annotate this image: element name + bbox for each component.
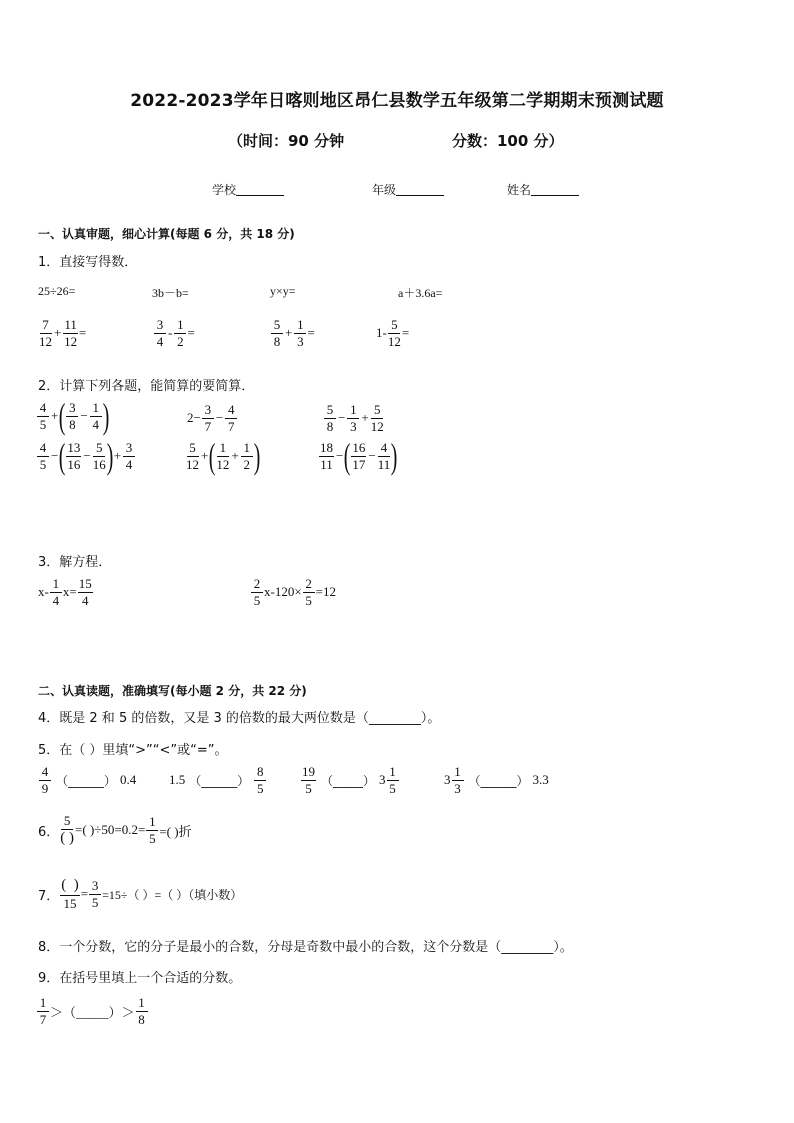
denominator: 12	[64, 333, 78, 349]
q2-expr-3	[323, 403, 385, 433]
name-label: 姓名	[507, 183, 532, 197]
answer-blank[interactable]: （______）	[56, 773, 117, 788]
answer-blank[interactable]: （______）	[468, 773, 529, 788]
exam-score: 分数：100 分）	[452, 132, 564, 150]
q2-label: 2．计算下列各题，能简算的要简算．	[38, 379, 255, 394]
q1-item-3: y×y=	[270, 284, 296, 298]
denominator: 12	[216, 456, 230, 472]
denominator: 8	[138, 1011, 145, 1027]
q6-row	[38, 814, 192, 846]
denominator: 12	[186, 456, 199, 472]
school-field[interactable]	[212, 181, 284, 198]
section2-title: 二、认真读题，准确填写(每小题 2 分，共 22 分)	[38, 684, 307, 698]
q1-label: 1．直接写得数．	[38, 255, 138, 270]
q3-equation-1	[38, 577, 94, 607]
operator: +	[201, 448, 209, 464]
middle: x-120×	[264, 584, 302, 600]
denominator: 5	[91, 894, 99, 910]
q6-middle[interactable]: =( )÷50=0.2=	[75, 822, 146, 838]
denominator: 5	[39, 456, 47, 472]
denominator: 7	[39, 1011, 47, 1027]
denominator: 3	[297, 333, 304, 349]
grade-blank[interactable]	[396, 183, 444, 196]
numerator: 1	[217, 441, 229, 457]
left-paren: (	[59, 436, 66, 476]
q1-item-4: a＋3.6a=	[398, 286, 443, 300]
denominator: 7	[204, 418, 212, 434]
equals: =	[80, 886, 89, 902]
denominator: 17	[352, 456, 366, 472]
operator: +	[231, 448, 239, 464]
numerator: 1	[90, 401, 102, 417]
denominator: 15	[63, 895, 77, 911]
q5-compare-3	[300, 765, 400, 795]
right-paren: )	[390, 436, 398, 476]
numerator: 16	[352, 440, 366, 456]
numerator: 5	[93, 441, 105, 457]
tail: =12	[315, 584, 337, 600]
denominator: 7	[227, 418, 235, 434]
q2-expr-2	[187, 403, 238, 433]
operator: −	[83, 448, 91, 464]
prefix: 1-	[376, 325, 387, 341]
numerator: 4	[37, 441, 49, 457]
numerator: 1	[174, 318, 186, 334]
operator: +	[113, 448, 122, 464]
operator: −	[51, 448, 59, 464]
q3-equation-2	[250, 577, 336, 607]
numerator: 5	[388, 318, 400, 334]
middle: x=	[62, 584, 77, 600]
whole-number: 3	[444, 772, 451, 788]
section1-title: 一、认真审题，细心计算(每题 6 分，共 18 分)	[38, 227, 295, 241]
numerator: 1	[241, 441, 253, 457]
rhs-value: 3.3	[532, 772, 549, 788]
operator: +	[54, 325, 62, 341]
q9-label: 9．在括号里填上一个合适的分数。	[38, 971, 242, 986]
numerator: 1	[37, 996, 49, 1012]
denominator: 4	[156, 333, 164, 349]
q1-item-1: 25÷26=	[38, 284, 76, 298]
denominator: 12	[39, 333, 52, 349]
numerator: 1	[50, 577, 62, 593]
denominator: 3	[454, 780, 461, 796]
name-field[interactable]	[507, 181, 579, 198]
equals: =	[187, 325, 195, 341]
q7-row	[38, 878, 242, 910]
denominator: 4	[125, 456, 133, 472]
q9-row	[36, 996, 149, 1026]
denominator: 5	[305, 780, 312, 796]
numerator: 1	[146, 815, 158, 831]
q9-blank[interactable]: ＞（_____）＞	[50, 1004, 135, 1020]
denominator: 5	[389, 780, 396, 796]
prefix: x-	[38, 584, 49, 600]
denominator: 5	[149, 830, 156, 846]
q2-expr-1	[36, 396, 109, 436]
denominator: 8	[69, 416, 76, 432]
q2-expr-4	[36, 436, 136, 476]
left-paren: (	[209, 436, 216, 476]
denominator: 4	[92, 416, 99, 432]
numerator: 5	[61, 814, 73, 830]
q5-compare-1	[38, 765, 136, 795]
q2-expr-5	[185, 436, 260, 476]
numerator: 3	[66, 401, 78, 417]
numerator: 1	[136, 996, 148, 1012]
denominator: 8	[326, 418, 334, 434]
denominator: 5	[253, 592, 261, 608]
denominator: 16	[67, 456, 81, 472]
numerator: 3	[154, 318, 166, 334]
q1-item-7	[270, 318, 315, 348]
denominator: 11	[320, 456, 333, 472]
rhs-value: 0.4	[120, 772, 137, 788]
numerator: 3	[89, 879, 101, 895]
q5-compare-4	[444, 765, 549, 795]
numerator: 18	[320, 440, 333, 456]
right-paren: )	[102, 396, 109, 436]
school-label: 学校	[212, 183, 237, 197]
denominator: 12	[370, 418, 384, 434]
operator: +	[51, 408, 59, 424]
denominator: 4	[81, 592, 89, 608]
answer-blank[interactable]: ( )	[60, 878, 80, 896]
denominator: 5	[39, 416, 47, 432]
numerator: 5	[371, 403, 383, 419]
q7-label: 7．	[38, 888, 60, 904]
q8-text[interactable]: 8．一个分数，它的分子是最小的合数，分母是奇数中最小的合数，这个分数是（________）。	[38, 940, 573, 955]
numerator: 5	[187, 441, 199, 457]
exam-time: （时间：90 分钟	[228, 132, 345, 150]
numerator: 1	[387, 765, 399, 781]
left-paren: (	[59, 396, 66, 436]
operator: +	[361, 410, 369, 426]
operator: −	[336, 448, 344, 464]
numerator: 5	[271, 318, 283, 334]
denominator: 2	[177, 333, 184, 349]
equals: =	[307, 325, 315, 341]
left-paren: (	[344, 436, 351, 476]
right-paren: )	[106, 436, 113, 476]
denominator: 3	[350, 418, 357, 434]
numerator: 4	[37, 401, 49, 417]
numerator: 11	[64, 317, 77, 332]
numerator: 3	[123, 441, 135, 457]
q5-label: 5．在（ ）里填“>”“<”或“=”。	[38, 743, 228, 758]
numerator: 1	[347, 403, 359, 419]
q1-item-8	[376, 318, 409, 348]
numerator: 2	[251, 577, 263, 593]
prefix: 2−	[187, 410, 201, 426]
numerator: 8	[254, 765, 266, 781]
numerator: 7	[40, 318, 52, 334]
page-title: 2022-2023学年日喀则地区昂仁县数学五年级第二学期期末预测试题	[130, 91, 664, 111]
answer-blank[interactable]: （_____）	[321, 773, 376, 788]
lhs-value: 1.5	[169, 772, 186, 788]
numerator: 4	[225, 403, 237, 419]
numerator: 13	[67, 440, 81, 456]
operator: +	[285, 325, 293, 341]
operator: −	[368, 448, 376, 464]
denominator: 5	[305, 592, 312, 608]
q5-compare-2	[169, 765, 267, 795]
denominator: 5	[257, 780, 264, 796]
whole-number: 3	[379, 772, 386, 788]
denominator: 4	[52, 592, 60, 608]
school-blank[interactable]	[236, 183, 284, 196]
numerator: 2	[303, 577, 315, 593]
operator: −	[338, 410, 346, 426]
denominator: 11	[377, 456, 391, 472]
numerator: 4	[378, 441, 390, 457]
q7-tail[interactable]: =15÷（ ）=（ ）（填小数）	[102, 887, 243, 902]
operator: −	[80, 408, 88, 424]
answer-blank[interactable]: （______）	[189, 773, 250, 788]
grade-field[interactable]	[372, 181, 444, 198]
denominator: 8	[273, 333, 281, 349]
denominator: 12	[387, 333, 401, 349]
q1-item-5	[38, 318, 86, 348]
numerator: 5	[324, 403, 336, 419]
q3-label: 3．解方程．	[38, 555, 112, 570]
denominator: 9	[41, 780, 49, 796]
numerator: 3	[202, 403, 214, 419]
q4-text[interactable]: 4．既是 2 和 5 的倍数，又是 3 的倍数的最大两位数是（________）。	[38, 711, 441, 726]
equals: =	[401, 325, 410, 341]
q1-item-2: 3b－b=	[152, 286, 189, 300]
numerator: 1	[294, 318, 306, 334]
q1-item-6	[153, 318, 195, 348]
q2-expr-6	[318, 436, 398, 476]
equals: =	[78, 325, 87, 341]
q6-tail[interactable]: =( )折	[159, 823, 192, 839]
answer-blank[interactable]: ( )	[60, 829, 75, 846]
right-paren: )	[253, 436, 260, 476]
name-blank[interactable]	[531, 183, 579, 196]
q6-label: 6．	[38, 824, 60, 840]
operator: -	[168, 325, 173, 341]
denominator: 16	[92, 456, 106, 472]
numerator: 4	[39, 765, 51, 781]
denominator: 2	[243, 456, 250, 472]
grade-label: 年级	[372, 183, 397, 197]
operator: −	[215, 410, 224, 426]
numerator: 15	[78, 576, 92, 591]
numerator: 1	[452, 765, 464, 781]
numerator: 19	[302, 764, 315, 779]
